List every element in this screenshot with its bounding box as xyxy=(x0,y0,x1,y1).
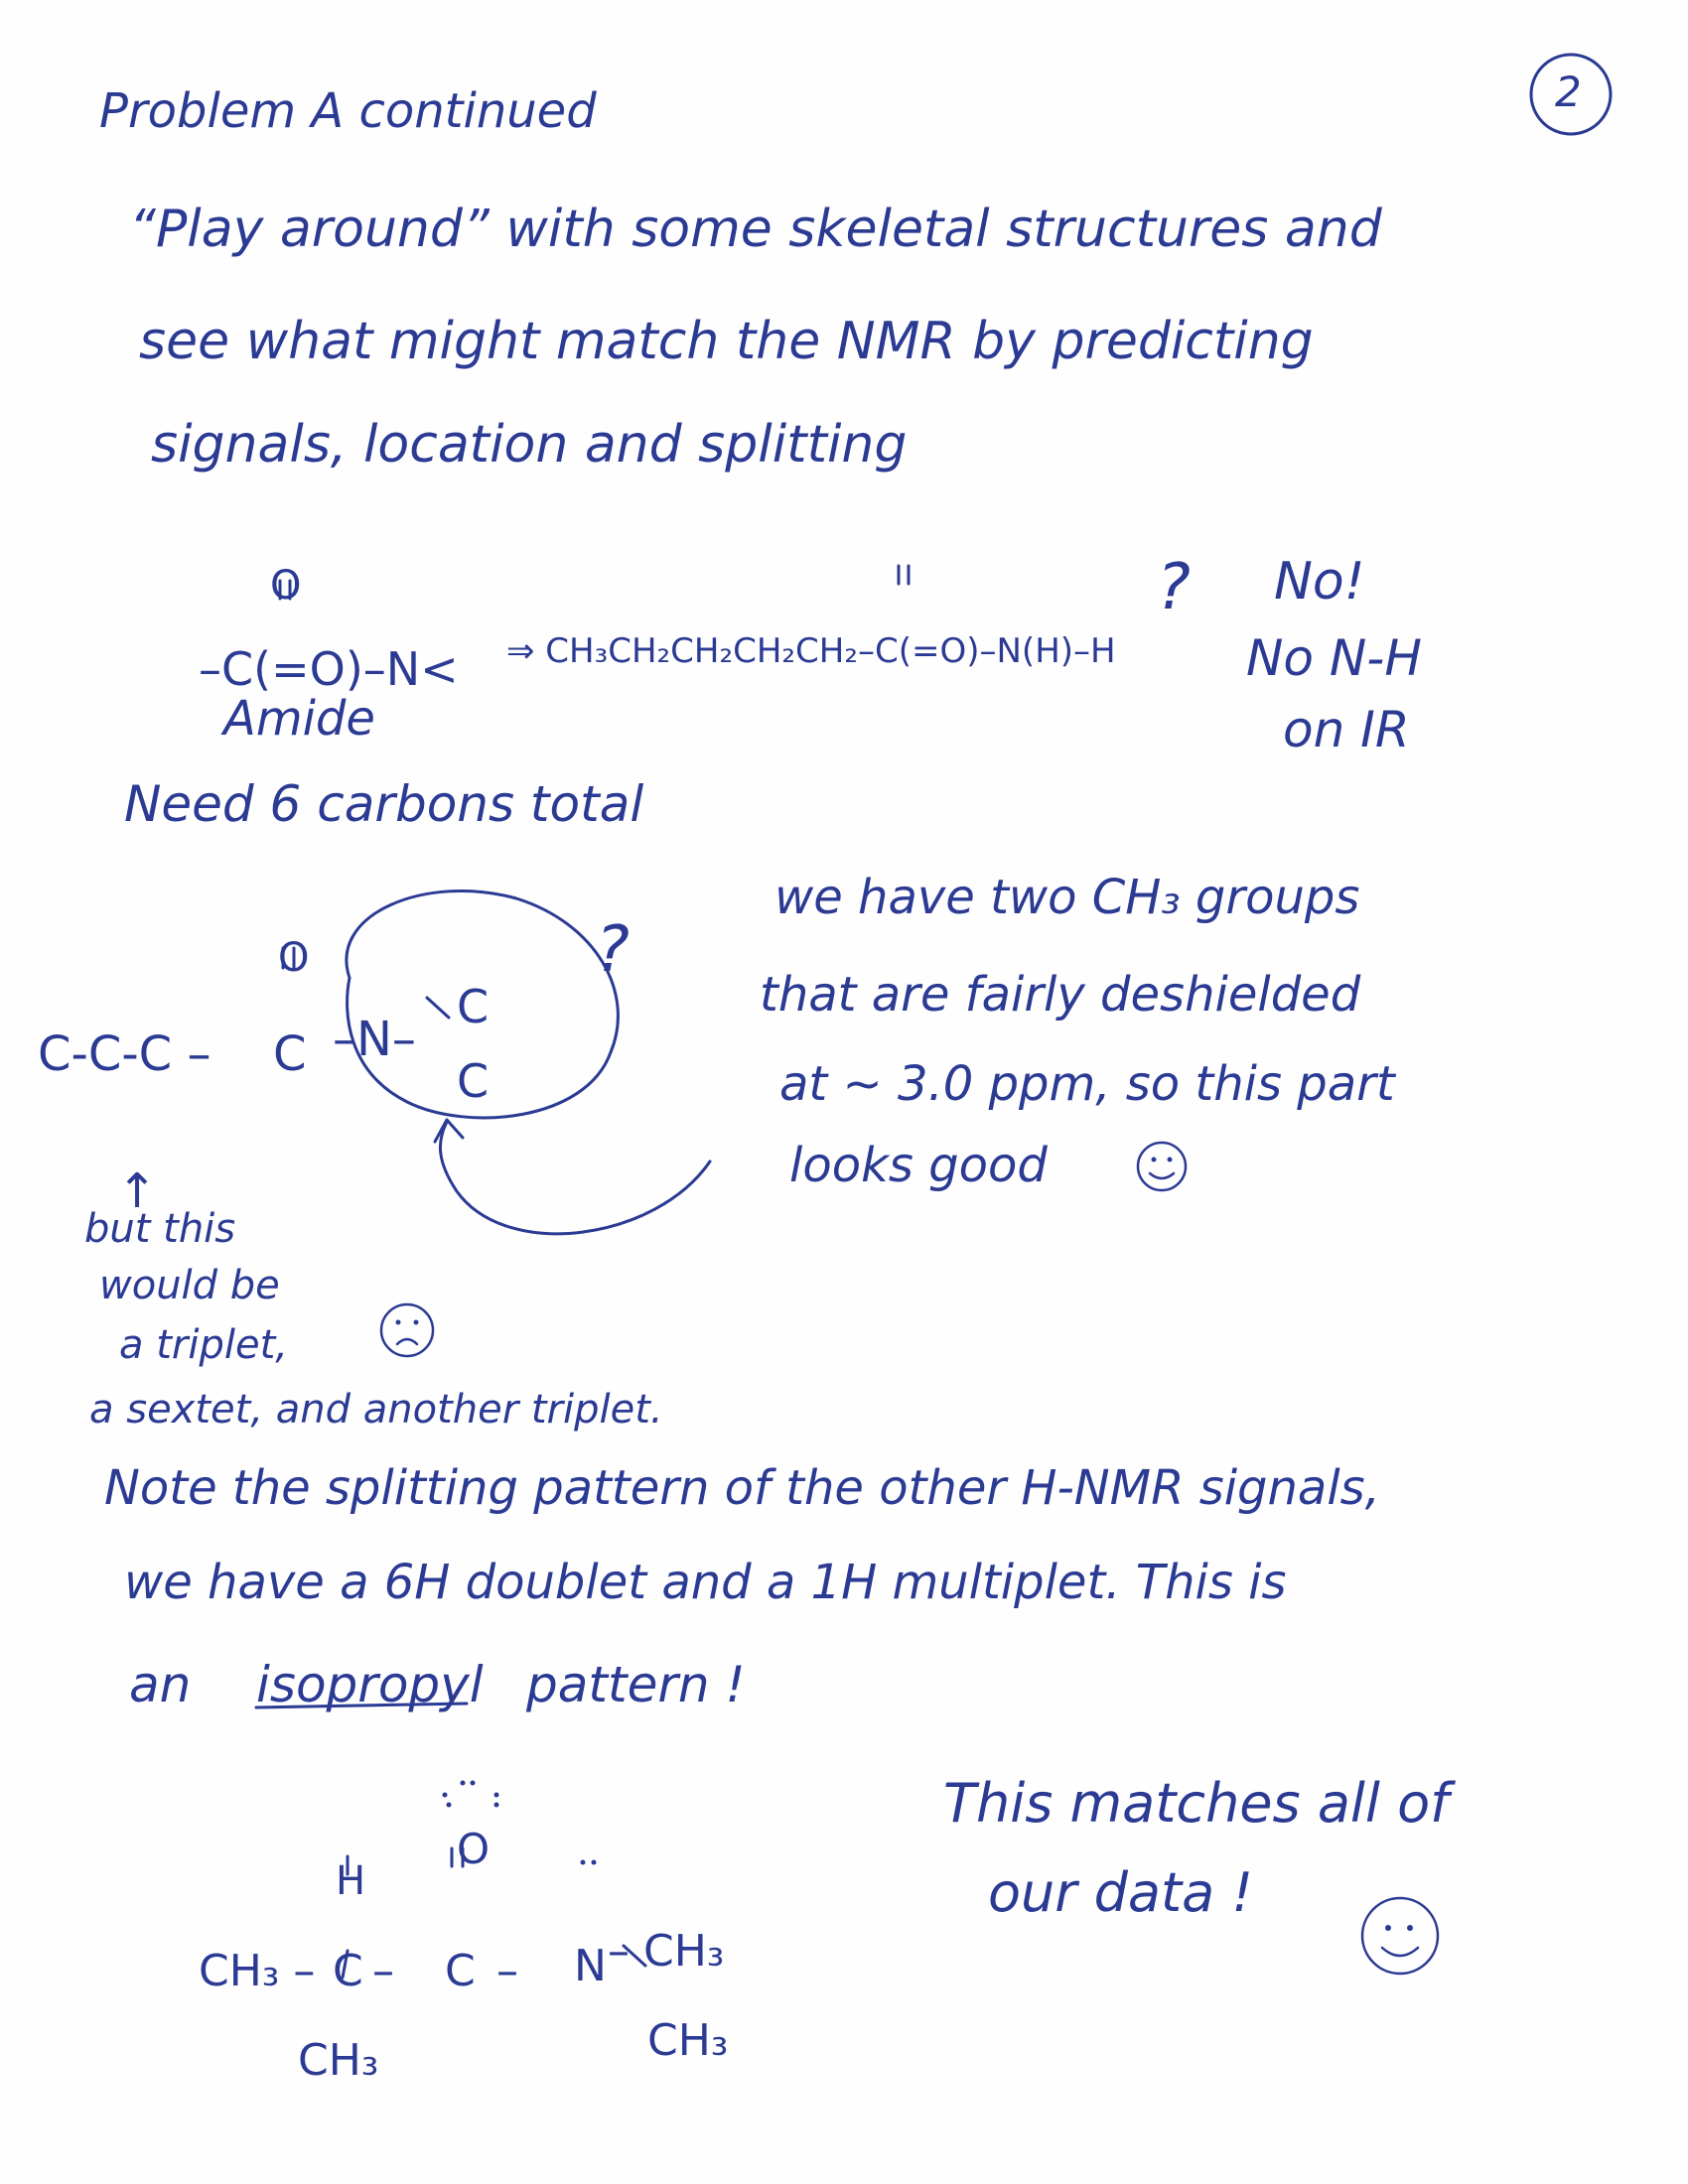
carbonyl-oxygen: O xyxy=(270,563,302,609)
final-bond-2: – xyxy=(496,1946,518,1996)
critique-line-1: but this xyxy=(84,1206,236,1252)
candidate-chain: C-C-C – xyxy=(38,1026,211,1082)
curved-arrow xyxy=(440,1122,710,1234)
carbon-requirement: Need 6 carbons total xyxy=(124,775,644,833)
final-ch3-bottom: CH₃ xyxy=(298,2035,379,2086)
observation-line-3-prefix: an xyxy=(129,1656,192,1713)
smiley-face-icon xyxy=(1138,1143,1186,1190)
final-bond-1: – xyxy=(372,1946,394,1996)
intro-line-2: see what might match the NMR by predicting xyxy=(139,312,1314,371)
final-hydrogen: H xyxy=(336,1858,366,1904)
observation-line-2: we have a 6H doublet and a 1H multiplet. This is xyxy=(124,1555,1287,1610)
final-ch3-left: CH₃ – xyxy=(199,1946,316,1996)
attempt-question-mark: ? xyxy=(1157,551,1191,624)
amide-reason-1: No N-H xyxy=(1246,629,1422,687)
page-title: Problem A continued xyxy=(99,83,597,139)
final-n-ch3-lower: CH₃ xyxy=(647,2015,729,2066)
candidate-carbonyl-carbon: C xyxy=(273,1026,307,1082)
comment-line-2: that are fairly deshielded xyxy=(760,967,1361,1023)
amide-label: Amide xyxy=(223,691,375,747)
final-oxygen: O xyxy=(457,1825,491,1873)
conclusion-line-2: our data ! xyxy=(988,1861,1254,1924)
intro-line-1: “Play around” with some skeletal structures and xyxy=(129,200,1382,259)
conclusion-line-1: This matches all of xyxy=(943,1772,1450,1835)
comment-line-4: looks good xyxy=(789,1138,1048,1193)
candidate-methyl-bottom: C xyxy=(457,1054,490,1108)
critique-arrow: ↑ xyxy=(117,1163,158,1219)
final-nitrogen: N xyxy=(574,1941,607,1991)
intro-line-3: signals, location and splitting xyxy=(151,415,908,475)
page-number: 2 xyxy=(1555,68,1582,116)
final-center-carbon: C xyxy=(333,1946,363,1996)
critique-line-2: would be xyxy=(99,1263,280,1308)
candidate-question-mark: ? xyxy=(596,913,630,987)
amide-reason-2: on IR xyxy=(1283,701,1410,758)
critique-line-4: a sextet, and another triplet. xyxy=(89,1387,663,1433)
critique-line-3: a triplet, xyxy=(119,1322,288,1368)
isopropyl-keyword: isopropyl xyxy=(256,1656,484,1713)
sad-face-icon xyxy=(381,1304,433,1356)
big-smiley-icon xyxy=(1362,1898,1438,1974)
final-n-ch3: – CH₃ xyxy=(608,1926,725,1977)
hexanamide-attempt: ⇒ CH₃CH₂CH₂CH₂CH₂–C(=O)–N(H)–H xyxy=(506,631,1116,671)
comment-line-3: at ~ 3.0 ppm, so this part xyxy=(779,1056,1395,1112)
observation-line-3-suffix: pattern ! xyxy=(526,1656,746,1713)
comment-line-1: we have two CH₃ groups xyxy=(774,870,1360,925)
candidate-methyl-top: C xyxy=(457,980,490,1033)
amide-group: –C(=O)–N< xyxy=(199,642,459,696)
candidate-oxygen: O xyxy=(278,935,310,981)
candidate-nitrogen: –N– xyxy=(333,1012,416,1067)
amide-verdict: No! xyxy=(1274,552,1365,612)
final-carbonyl-carbon: C xyxy=(445,1946,476,1996)
observation-line-1: Note the splitting pattern of the other H-NMR signals, xyxy=(104,1460,1380,1516)
